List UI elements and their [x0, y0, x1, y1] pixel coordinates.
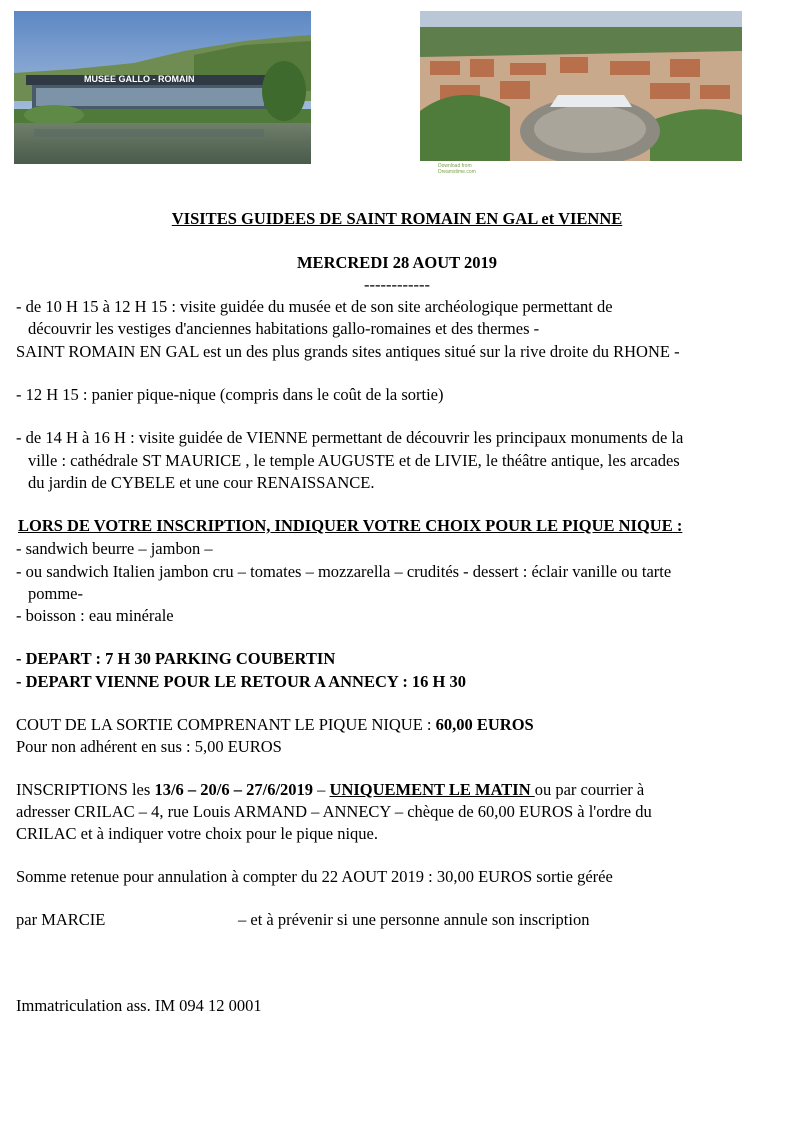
museum-sign: MUSEE GALLO - ROMAIN: [84, 74, 195, 84]
picnic-heading: LORS DE VOTRE INSCRIPTION, INDIQUER VOTRE CHOIX POUR LE PIQUE NIQUE :: [18, 516, 683, 535]
registration-line-3: CRILAC et à indiquer votre choix pour le pique nique.: [16, 824, 379, 843]
registration-line-2: adresser CRILAC – 4, rue Louis ARMAND – ANNECY – chèque de 60,00 EUROS à l'ordre du: [16, 802, 652, 821]
registration-dates: 13/6 – 20/6 – 27/6/2019: [154, 780, 314, 799]
cost-line: [16, 714, 534, 736]
picnic-option-2: - ou sandwich Italien jambon cru – tomates – mozzarella – crudités - dessert : éclair vanille ou tarte: [16, 562, 672, 581]
vienne-aerial-photo: [420, 11, 742, 177]
vienne-photo-drawing: [420, 11, 742, 177]
picnic-option-2-cont: pomme-: [28, 584, 83, 603]
program-line-morning: - de 10 H 15 à 12 H 15 : visite guidée du musée et de son site archéologique permettant de: [16, 297, 613, 316]
non-member-fee: Pour non adhérent en sus : 5,00 EUROS: [16, 737, 282, 756]
program-line-lunch: - 12 H 15 : panier pique-nique (compris dans le coût de la sortie): [16, 385, 444, 404]
program-line-morning-cont: découvrir les vestiges d'anciennes habitations gallo-romaines et des thermes -: [28, 319, 540, 338]
registration-suffix: ou par courrier à: [534, 780, 645, 799]
cost-amount: 60,00 EUROS: [435, 715, 534, 734]
page-title: VISITES GUIDEES DE SAINT ROMAIN EN GAL et VIENNE: [171, 209, 623, 228]
separator: ------------: [364, 275, 430, 294]
managed-by: par MARCIE: [16, 910, 106, 929]
program-line-site-info: SAINT ROMAIN EN GAL est un des plus grands sites antiques situé sur la rive droite du RHONE -: [16, 342, 680, 361]
event-date: MERCREDI 28 AOUT 2019: [296, 253, 497, 272]
cost-label: COUT DE LA SORTIE COMPRENANT LE PIQUE NIQUE :: [16, 715, 436, 734]
program-line-afternoon: - de 14 H à 16 H : visite guidée de VIENNE permettant de découvrir les principaux monuments de la: [16, 428, 684, 447]
registration-morning-only: UNIQUEMENT LE MATIN: [329, 780, 535, 799]
departure-line-1: - DEPART : 7 H 30 PARKING COUBERTIN: [16, 649, 336, 668]
picnic-option-3: - boisson : eau minérale: [16, 606, 174, 625]
departure-line-2: - DEPART VIENNE POUR LE RETOUR A ANNECY : 16 H 30: [16, 672, 467, 691]
registration-dash: –: [313, 780, 330, 799]
cancellation-notice: – et à prévenir si une personne annule son inscription: [238, 910, 590, 929]
museum-photo-drawing: [14, 11, 311, 164]
cancellation-line: Somme retenue pour annulation à compter du 22 AOUT 2019 : 30,00 EUROS sortie gérée: [16, 867, 613, 886]
registration-line-1: [16, 779, 644, 801]
program-line-afternoon-cont2: du jardin de CYBELE et une cour RENAISSANCE.: [28, 473, 375, 492]
registration-prefix: INSCRIPTIONS les: [16, 780, 155, 799]
picnic-option-1: - sandwich beurre – jambon –: [16, 539, 213, 558]
museum-photo: [14, 11, 311, 164]
registration-number: Immatriculation ass. IM 094 12 0001: [16, 996, 262, 1015]
program-line-afternoon-cont1: ville : cathédrale ST MAURICE , le temple AUGUSTE et de LIVIE, le théâtre antique, les arcades: [28, 451, 680, 470]
vienne-watermark: Download from Dreamstime.com: [438, 163, 476, 175]
